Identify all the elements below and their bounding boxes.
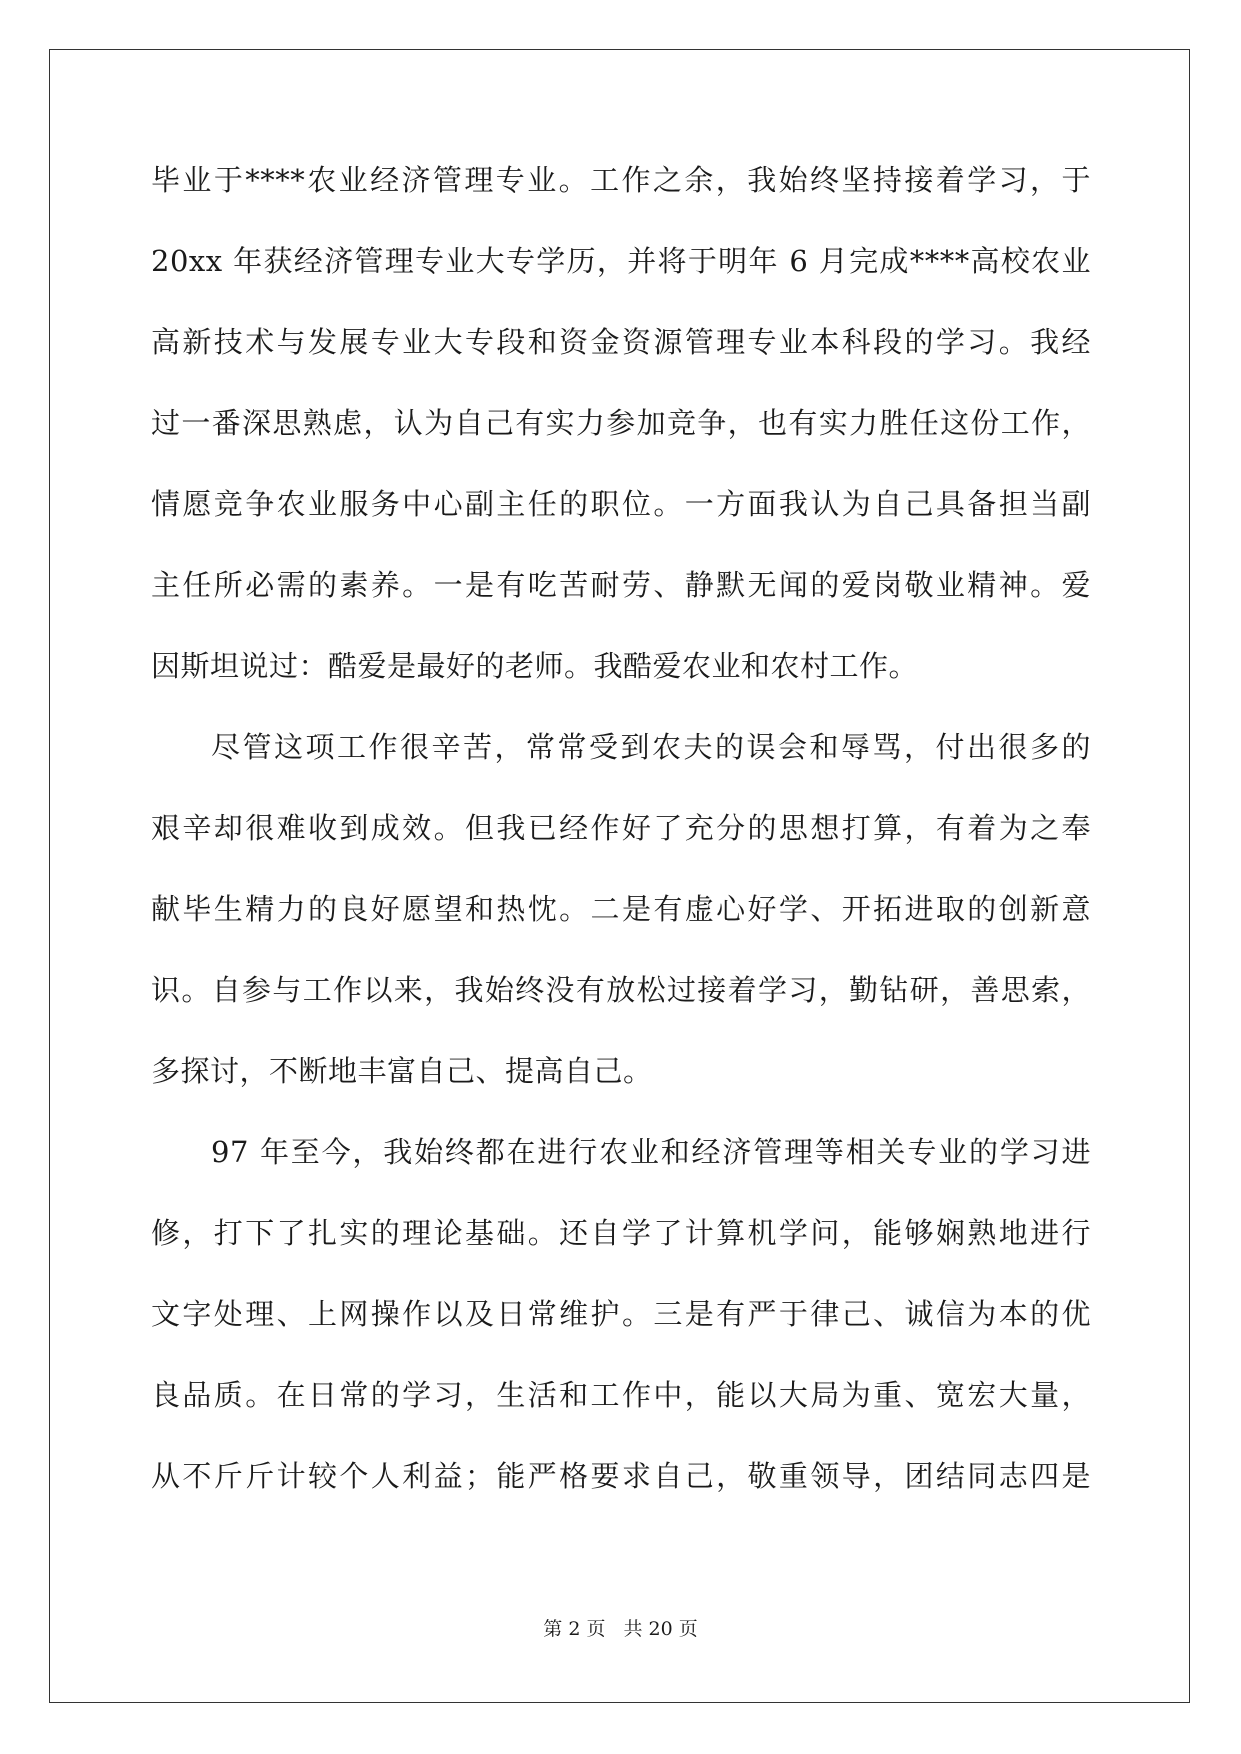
text-line: 识。自参与工作以来，我始终没有放松过接着学习，勤钻研，善思索， [151, 973, 1091, 1007]
page-number-current: 第 2 页 [543, 1618, 606, 1640]
text-line: 修，打下了扎实的理论基础。还自学了计算机学问，能够娴熟地进行 [151, 1216, 1091, 1250]
text-line: 献毕生精力的良好愿望和热忱。二是有虚心好学、开拓进取的创新意 [151, 892, 1091, 926]
text-line: 文字处理、上网操作以及日常维护。三是有严于律己、诚信为本的优 [151, 1297, 1091, 1331]
text-line: 艰辛却很难收到成效。但我已经作好了充分的思想打算，有着为之奉 [151, 811, 1091, 845]
text-line: 良品质。在日常的学习，生活和工作中，能以大局为重、宽宏大量， [151, 1378, 1091, 1412]
text-line: 多探讨，不断地丰富自己、提高自己。 [151, 1054, 653, 1088]
text-line: 毕业于****农业经济管理专业。工作之余，我始终坚持接着学习，于 [151, 163, 1091, 197]
text-line: 97 年至今，我始终都在进行农业和经济管理等相关专业的学习进 [211, 1135, 1091, 1169]
text-line: 主任所必需的素养。一是有吃苦耐劳、静默无闻的爱岗敬业精神。爱 [151, 568, 1091, 602]
text-line: 尽管这项工作很辛苦，常常受到农夫的误会和辱骂，付出很多的 [211, 730, 1091, 764]
page-number-total: 共 20 页 [623, 1618, 698, 1640]
text-line: 20xx 年获经济管理专业大专学历，并将于明年 6 月完成****高校农业 [151, 244, 1091, 278]
text-line: 因斯坦说过：酷爱是最好的老师。我酷爱农业和农村工作。 [151, 649, 919, 683]
text-line: 过一番深思熟虑，认为自己有实力参加竞争，也有实力胜任这份工作， [151, 406, 1091, 440]
document-body [151, 160, 1091, 1537]
text-line: 情愿竞争农业服务中心副主任的职位。一方面我认为自己具备担当副 [151, 487, 1091, 521]
text-line: 从不斤斤计较个人利益；能严格要求自己，敬重领导，团结同志四是 [151, 1459, 1091, 1493]
page-footer [0, 1617, 1241, 1641]
text-line: 高新技术与发展专业大专段和资金资源管理专业本科段的学习。我经 [151, 325, 1091, 359]
